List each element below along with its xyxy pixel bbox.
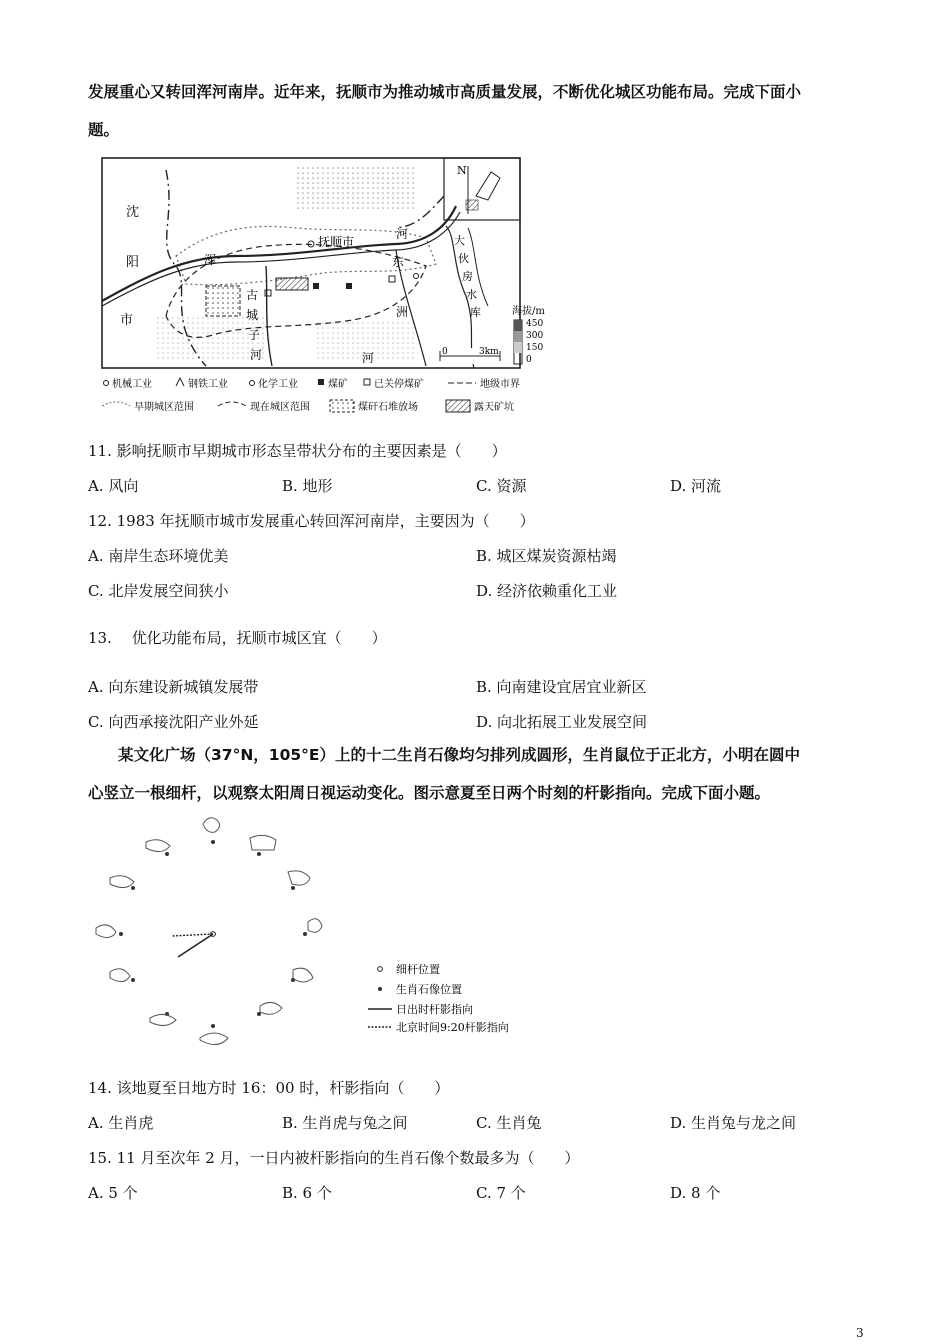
map-label-he-bottom: 河 — [250, 348, 263, 362]
legend-sunrise: 日出时杆影指向 — [396, 1003, 473, 1016]
fushun-map — [96, 156, 564, 418]
map-label-dong: 东 — [392, 255, 405, 269]
q13-option-b[interactable]: B. 向南建设宜居宜业新区 — [476, 678, 647, 696]
q11-stem: 11. 影响抚顺市早期城市形态呈带状分布的主要因素是（ ） — [88, 442, 507, 460]
scale-zero: 0 — [442, 347, 448, 357]
intro-line-1: 发展重心又转回浑河南岸。近年来，抚顺市为推动城市高质量发展，不断优化城区功能布局。完成下面小 — [88, 83, 802, 101]
map-label-dahuofang-5: 库 — [470, 306, 481, 319]
legend-chemical: 化学工业 — [258, 379, 298, 390]
q14-option-d[interactable]: D. 生肖兔与龙之间 — [670, 1114, 797, 1132]
q14-stem: 14. 该地夏至日地方时 16：00 时，杆影指向（ ） — [88, 1079, 450, 1097]
sunrise-shadow — [178, 934, 213, 957]
statue-rooster — [119, 932, 123, 936]
elev-300: 300 — [526, 331, 544, 341]
statue-tiger — [291, 886, 295, 890]
q13-option-c[interactable]: C. 向西承接沈阳产业外延 — [88, 713, 259, 731]
legend-coal: 煤矿 — [328, 379, 348, 390]
q12-stem: 12. 1983 年抚顺市城市发展重心转回浑河南岸，主要因为（ ） — [88, 512, 535, 530]
q14-option-c[interactable]: C. 生肖兔 — [476, 1114, 542, 1132]
map-label-cheng: 城 — [246, 308, 259, 322]
statue-dog — [131, 886, 135, 890]
map-label-hun: 浑 — [204, 253, 217, 267]
q11-option-a[interactable]: A. 风向 — [88, 477, 139, 495]
intro2-line-1: 某文化广场（37°N，105°E）上的十二生肖石像均匀排列成圆形，生肖鼠位于正北方，小明在圆中 — [118, 746, 800, 764]
legend-beijing-920: 北京时间9:20杆影指向 — [396, 1021, 509, 1034]
map-label-he-right: 河 — [362, 351, 375, 365]
q13-stem: 13. 优化功能布局，抚顺市城区宜（ ） — [88, 629, 387, 647]
map-label-he-top: 河 — [396, 227, 409, 241]
map-label-fushun-city: 抚顺市 — [318, 235, 355, 249]
legend-early-city: 早期城区范围 — [134, 402, 194, 413]
map-label-dahuofang-2: 伙 — [458, 252, 469, 265]
legend-steel: 钢铁工业 — [188, 379, 228, 390]
q11-option-c[interactable]: C. 资源 — [476, 477, 527, 495]
statue-rabbit — [303, 932, 307, 936]
q13-option-d[interactable]: D. 向北拓展工业发展空间 — [476, 713, 648, 731]
legend-closed-coal: 已关停煤矿 — [374, 379, 424, 390]
statue-pig — [165, 852, 169, 856]
q12-option-b[interactable]: B. 城区煤炭资源枯竭 — [476, 547, 617, 565]
legend-open-pit: 露天矿坑 — [474, 402, 514, 413]
map-label-yang: 阳 — [126, 255, 140, 270]
shadow-920 — [172, 934, 213, 936]
q15-option-d[interactable]: D. 8 个 — [670, 1184, 721, 1202]
map-label-gu: 古 — [246, 288, 259, 302]
map-label-dahuofang-3: 房 — [462, 270, 473, 283]
q12-option-c[interactable]: C. 北岸发展空间狭小 — [88, 582, 229, 600]
q14-option-b[interactable]: B. 生肖虎与兔之间 — [282, 1114, 408, 1132]
scale-km: 3km — [479, 347, 499, 357]
map-label-shi: 市 — [120, 313, 134, 328]
q13-option-a[interactable]: A. 向东建设新城镇发展带 — [88, 678, 259, 696]
statue-rat — [211, 840, 215, 844]
legend-pole: 细杆位置 — [396, 963, 440, 976]
map-label-shen: 沈 — [126, 205, 140, 220]
statue-ox — [257, 852, 261, 856]
q15-stem: 15. 11 月至次年 2 月，一日内被杆影指向的生肖石像个数最多为（ ） — [88, 1149, 580, 1167]
legend-gangue: 煤矸石堆放场 — [358, 402, 418, 413]
legend-border: 地级市界 — [480, 379, 520, 390]
q11-option-d[interactable]: D. 河流 — [670, 477, 722, 495]
map-label-zi: 子 — [248, 328, 261, 342]
elev-150: 150 — [526, 343, 544, 353]
map-label-zhou: 洲 — [396, 305, 409, 319]
q15-option-b[interactable]: B. 6 个 — [282, 1184, 332, 1202]
statue-horse — [211, 1024, 215, 1028]
q15-option-c[interactable]: C. 7 个 — [476, 1184, 526, 1202]
q12-option-a[interactable]: A. 南岸生态环境优美 — [88, 547, 229, 565]
intro-line-2: 题。 — [88, 121, 120, 139]
page-number: 3 — [856, 1326, 864, 1340]
elev-450: 450 — [526, 319, 544, 329]
legend-machinery: 机械工业 — [112, 379, 152, 390]
elev-0: 0 — [526, 355, 532, 365]
q12-option-d[interactable]: D. 经济依赖重化工业 — [476, 582, 618, 600]
q15-option-a[interactable]: A. 5 个 — [88, 1184, 138, 1202]
statue-monkey — [131, 978, 135, 982]
q11-option-b[interactable]: B. 地形 — [282, 477, 333, 495]
zodiac-figure — [88, 812, 548, 1062]
legend-statue: 生肖石像位置 — [396, 983, 462, 996]
map-label-dahuofang-1: 大 — [454, 234, 465, 247]
north-label: N — [457, 164, 467, 177]
map-label-dahuofang-4: 水 — [466, 288, 477, 301]
q14-option-a[interactable]: A. 生肖虎 — [88, 1114, 154, 1132]
intro2-line-2: 心竖立一根细杆，以观察太阳周日视运动变化。图示意夏至日两个时刻的杆影指向。完成下面小题。 — [88, 784, 771, 802]
legend-current-city: 现在城区范围 — [250, 402, 310, 413]
elev-title: 海拔/m — [512, 306, 545, 317]
